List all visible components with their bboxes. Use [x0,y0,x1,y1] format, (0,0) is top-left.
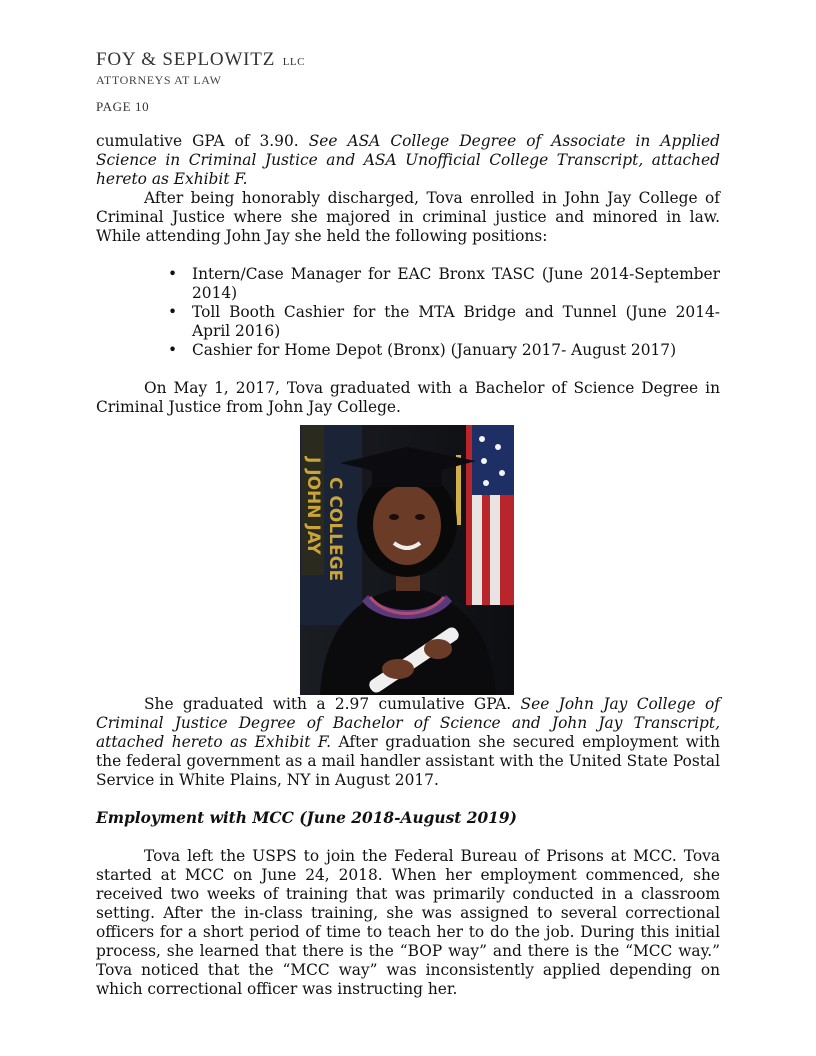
citation-john-jay: See John Jay College of Criminal Justice Degree of Bachelor of Science and John Jay Transcript, attached hereto as Exhibit F. [96,695,720,751]
letterhead [96,50,305,87]
list-item: • Toll Booth Cashier for the MTA Bridge and Tunnel (June 2014- April 2016) [192,303,720,341]
paragraph-mcc: Tova left the USPS to join the Federal Bureau of Prisons at MCC. Tova started at MCC on June 24, 2018. When her employment commenced, she received two weeks of training that was primarily conducted in a classroom setting. After the in-class training, she was assigned to several correctional officers for a short period of time to teach her to do the job. During this initial process, she learned that there is the “BOP way” and there is the “MCC way.” Tova noticed that the “MCC way” was inconsistently applied depending on which correctional officer was instructing her. [96,847,720,998]
section-heading: Employment with MCC (June 2018-August 2019) [96,809,517,827]
firm-suffix: LLC [282,56,305,68]
paragraph-john-jay: After being honorably discharged, Tova enrolled in John Jay College of Criminal Justice where she majored in criminal justice and minored in law. While attending John Jay she held the following positions: [96,189,720,245]
list-item: • Cashier for Home Depot (Bronx) (January 2017- August 2017) [192,341,720,360]
paragraph-gpa: cumulative GPA of 3.90. See ASA College Degree of Associate in Applied Science in Criminal Justice and ASA Unofficial College Transcript, attached hereto as Exhibit F. [96,132,720,188]
flag-image [466,425,514,605]
banner-text-1: J JOHN JAY [303,457,323,555]
citation-asa: See ASA College Degree of Associate in Applied Science in Criminal Justice and ASA Unofficial College Transcript, attached hereto as Exhibit F. [96,132,720,188]
list-item: • Intern/Case Manager for EAC Bronx TASC (June 2014-September 2014) [192,265,720,303]
firm-name: FOY & SEPLOWITZ LLC [96,49,305,70]
positions-list [96,265,720,360]
graduation-photo [300,425,514,695]
paragraph-graduation: On May 1, 2017, Tova graduated with a Bachelor of Science Degree in Criminal Justice from John Jay College. [96,379,720,416]
graduation-photo-image [300,425,514,695]
photo-container [96,425,720,695]
paragraph-gpa-john-jay: She graduated with a 2.97 cumulative GPA. See John Jay College of Criminal Justice Degree of Bachelor of Science and John Jay Transcript, attached hereto as Exhibit F. After graduation she secured employment with the federal government as a mail handler assistant with the United State Postal Service in White Plains, NY in August 2017. [96,695,720,789]
page-number: PAGE 10 [96,99,150,114]
banner-text-2: C COLLEGE [325,477,345,582]
document-body [96,132,720,999]
firm-tagline: ATTORNEYS AT LAW [96,73,222,87]
